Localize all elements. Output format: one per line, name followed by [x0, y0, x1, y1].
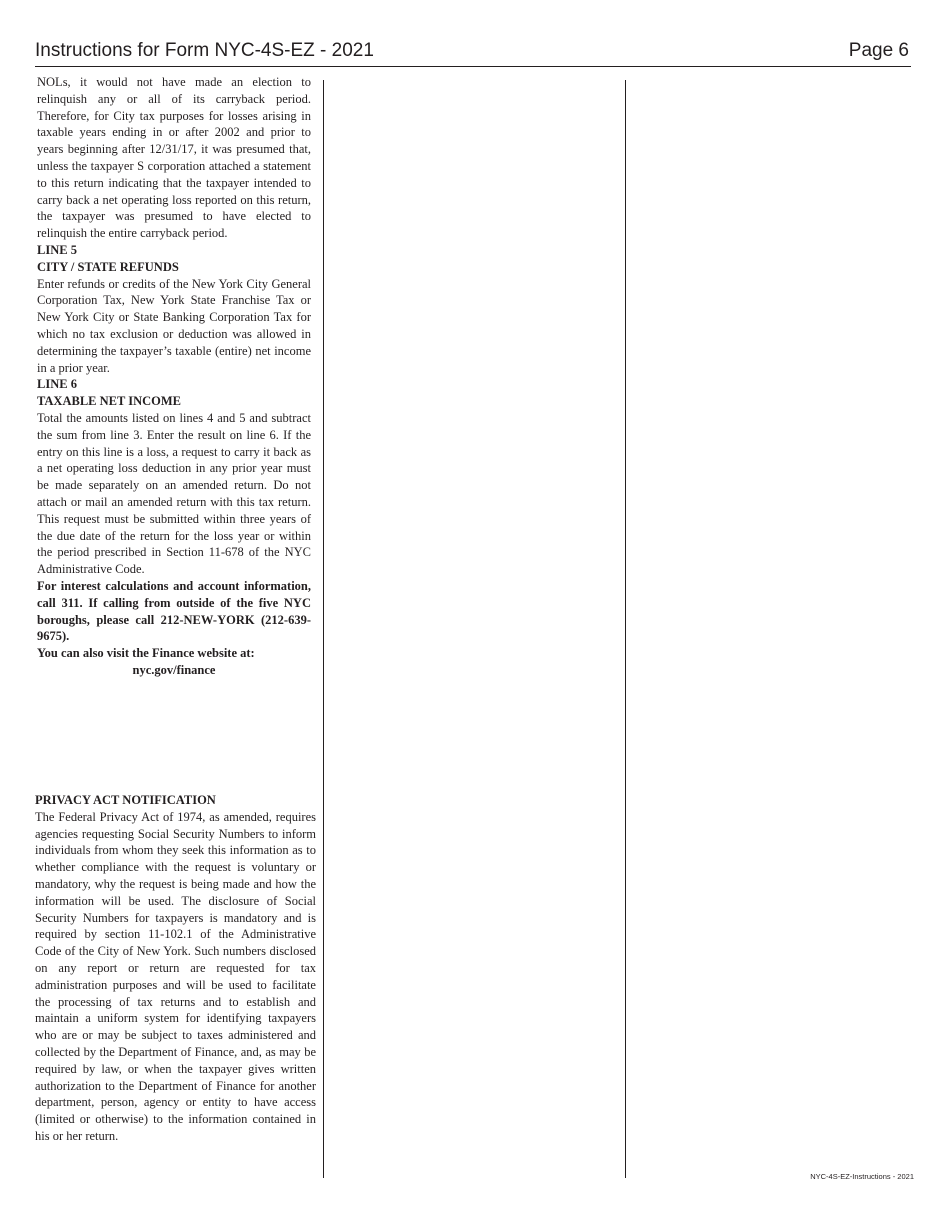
instructions-column: [37, 74, 311, 679]
website-note: You can also visit the Finance website at:: [37, 646, 255, 661]
line6-number: LINE 6: [37, 377, 77, 392]
line6-body: Total the amounts listed on lines 4 and 5 and subtract the sum from line 3. Enter the result on line 6. If the entry on this line is a loss, a request to carry it back as a net operating loss deduction in any prior year must be made separately on an amended return. Do not attach or mail an amended return with this tax return. This request must be submitted within three years of the due date of the return for the loss year or within the period prescribed in Section 11-678 of the NYC Administrative Code.: [37, 410, 311, 577]
line5-number: LINE 5: [37, 242, 77, 257]
privacy-body: The Federal Privacy Act of 1974, as amended, requires agencies requesting Social Security Numbers to inform individuals from whom they seek this information as to whether compliance with the request is voluntary or mandatory, why the request is being made and how the information will be used. The disclosure of Social Security Numbers for taxpayers is mandatory and is required by section 11-102.1 of the Administrative Code of the City of New York. Such numbers disclosed on any report or return are requested for tax administration purposes and will be used to facilitate the processing of tax returns and to establish and maintain a uniform system for identifying taxpayers who are or may be subject to taxes administered and collected by the Department of Finance, and, as may be required by law, or when the taxpayer gives written authorization to the Department of Finance for another department, person, agency or entity to have access (limited or otherwise) to the information contained in his or her return.: [35, 809, 316, 1143]
line5-title: CITY / STATE REFUNDS: [37, 259, 179, 274]
page-number: Page 6: [848, 40, 909, 61]
footer-form-code: NYC-4S-EZ-Instructions - 2021: [810, 1172, 914, 1181]
line5-body: Enter refunds or credits of the New York City General Corporation Tax, New York State Franchise Tax or New York City or State Banking Corporation Tax for which no tax exclusion or deduction was allowed in determining the taxpayer’s taxable (entire) net income in a prior year.: [37, 276, 311, 375]
privacy-heading: PRIVACY ACT NOTIFICATION: [35, 793, 216, 807]
finance-website-link[interactable]: nyc.gov/finance: [132, 662, 216, 677]
privacy-section: [35, 792, 316, 1145]
column-divider-left: [323, 80, 324, 1178]
line6-title: TAXABLE NET INCOME: [37, 394, 182, 409]
page-header: [35, 38, 911, 67]
document-title: Instructions for Form NYC-4S-EZ - 2021: [35, 40, 374, 61]
interest-contact-note: For interest calculations and account information, call 311. If calling from outside of the five NYC boroughs, please call 212-NEW-YORK (212-639-9675).: [37, 578, 311, 644]
column-divider-middle: [625, 80, 626, 1178]
nol-continuation-paragraph: NOLs, it would not have made an election to relinquish any or all of its carryback period. Therefore, for City tax purposes for losses arising in taxable years ending in or after 2002 and prior to years beginning after 12/31/17, it was presumed that, unless the taxpayer S corporation attached a statement to this return indicating that the taxpayer intended to carry back a net operating loss reported on this return, the taxpayer was presumed to have elected to relinquish the entire carryback period.: [37, 75, 311, 241]
